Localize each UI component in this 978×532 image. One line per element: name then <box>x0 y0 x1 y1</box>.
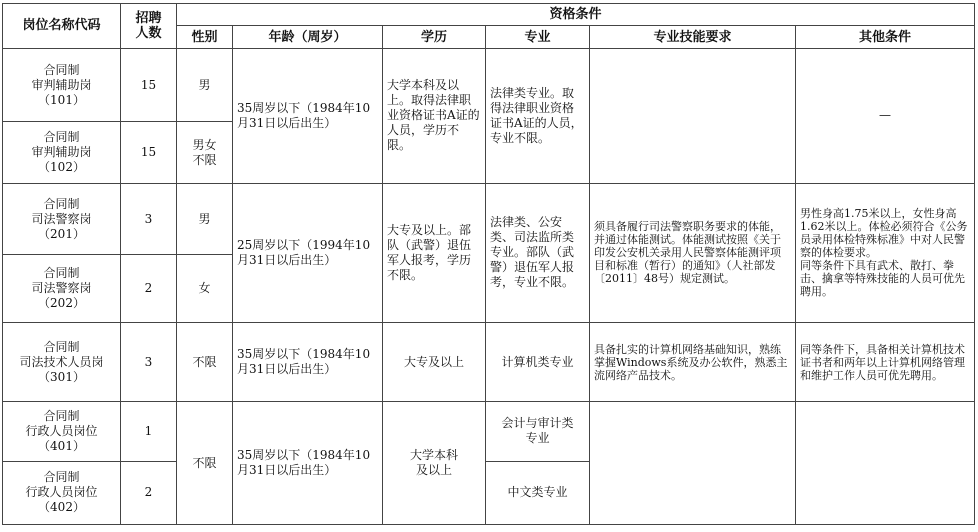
education-cell: 大专及以上 <box>383 322 486 402</box>
header-skills: 专业技能要求 <box>590 26 796 48</box>
major-cell: 会计与审计类 专业 <box>486 402 590 461</box>
count-cell: 3 <box>121 322 177 402</box>
major-cell: 中文类专业 <box>486 461 590 524</box>
header-education: 学历 <box>383 26 486 48</box>
count-cell: 1 <box>121 402 177 461</box>
other-cell: 男性身高1.75米以上，女性身高1.62米以上。体检必须符合《公务员录用体检特殊标准》中对人民警察的体检要求。 同等条件下具有武术、散打、拳击、擒拿等特殊技能的人员可优先聘用。 <box>796 183 975 322</box>
header-gender: 性别 <box>177 26 233 48</box>
skills-cell <box>590 402 796 525</box>
gender-cell: 不限 <box>177 322 233 402</box>
gender-cell: 不限 <box>177 402 233 525</box>
count-cell: 15 <box>121 48 177 122</box>
table-row <box>3 322 975 402</box>
major-cell: 法律类、公安类、司法监所类专业。部队（武警）退伍军人报考，专业不限。 <box>486 183 590 322</box>
skills-cell <box>590 48 796 183</box>
gender-cell: 男 <box>177 183 233 255</box>
header-other: 其他条件 <box>796 26 975 48</box>
post-cell: 合同制 行政人员岗位 （402） <box>3 461 121 524</box>
header-major: 专业 <box>486 26 590 48</box>
other-cell: 同等条件下，具备相关计算机技术证书者和两年以上计算机网络管理和维护工作人员可优先聘用。 <box>796 322 975 402</box>
recruitment-table <box>2 3 975 525</box>
age-cell: 35周岁以下（1984年10月31日以后出生） <box>233 322 383 402</box>
post-cell: 合同制 审判辅助岗 （102） <box>3 122 121 183</box>
header-count: 招聘 人数 <box>121 4 177 49</box>
count-cell: 3 <box>121 183 177 255</box>
post-cell: 合同制 审判辅助岗 （101） <box>3 48 121 122</box>
table-row <box>3 183 975 255</box>
age-cell: 35周岁以下（1984年10月31日以后出生） <box>233 402 383 525</box>
other-cell: — <box>796 48 975 183</box>
table-row <box>3 402 975 461</box>
count-cell: 2 <box>121 255 177 322</box>
count-cell: 15 <box>121 122 177 183</box>
other-cell <box>796 402 975 525</box>
post-cell: 合同制 行政人员岗位 （401） <box>3 402 121 461</box>
header-age: 年龄（周岁） <box>233 26 383 48</box>
skills-cell: 须具备履行司法警察职务要求的体能，并通过体能测试。体能测试按照《关于印发公安机关录用人民警察体能测评项目和标准（暂行）的通知》（人社部发〔2011〕48号）规定测试。 <box>590 183 796 322</box>
major-cell: 法律类专业。取得法律职业资格证书A证的人员，专业不限。 <box>486 48 590 183</box>
table-row <box>3 48 975 122</box>
post-cell: 合同制 司法技术人员岗 （301） <box>3 322 121 402</box>
education-cell: 大学本科 及以上 <box>383 402 486 525</box>
age-cell: 35周岁以下（1984年10月31日以后出生） <box>233 48 383 183</box>
skills-cell: 具备扎实的计算机网络基础知识，熟练掌握Windows系统及办公软件，熟悉主流网络产品技术。 <box>590 322 796 402</box>
gender-cell: 男 <box>177 48 233 122</box>
header-qualification: 资格条件 <box>177 4 975 26</box>
gender-cell: 男女 不限 <box>177 122 233 183</box>
post-cell: 合同制 司法警察岗 （202） <box>3 255 121 322</box>
major-cell: 计算机类专业 <box>486 322 590 402</box>
education-cell: 大专及以上。部队（武警）退伍军人报考，学历不限。 <box>383 183 486 322</box>
education-cell: 大学本科及以上。取得法律职业资格证书A证的人员，学历不限。 <box>383 48 486 183</box>
header-post-code: 岗位名称代码 <box>3 4 121 49</box>
gender-cell: 女 <box>177 255 233 322</box>
age-cell: 25周岁以下（1994年10月31日以后出生） <box>233 183 383 322</box>
post-cell: 合同制 司法警察岗 （201） <box>3 183 121 255</box>
count-cell: 2 <box>121 461 177 524</box>
